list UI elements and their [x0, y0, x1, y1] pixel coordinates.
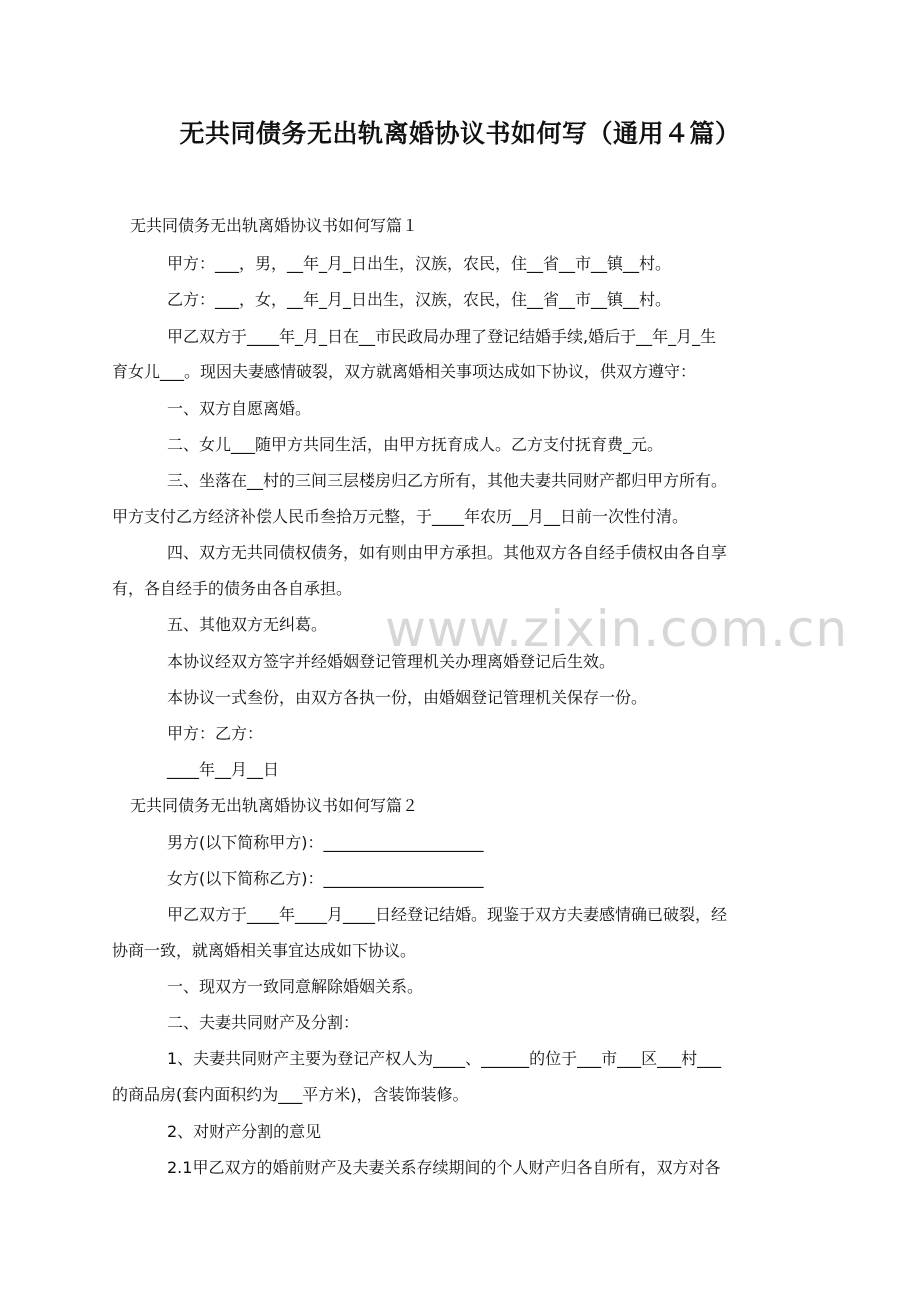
- paragraph-line: 甲乙双方于____年____月____日经登记结婚。现鉴于双方夫妻感情确已破裂，经: [167, 905, 728, 924]
- clause-line: 一、双方自愿离婚。: [167, 399, 312, 418]
- clause-line: 一、现双方一致同意解除婚姻关系。: [167, 977, 424, 996]
- watermark: www.zixin.com.cn: [385, 600, 849, 658]
- clause-line: 二、女儿___随甲方共同生活，由甲方抚育成人。乙方支付抚育费_元。: [167, 435, 664, 454]
- clause-line: 四、双方无共同债权债务，如有则由甲方承担。其他双方各自经手债权由各自享: [167, 543, 728, 562]
- paragraph-line: 协商一致，就离婚相关事宜达成如下协议。: [112, 941, 417, 960]
- section-heading-2: 无共同债务无出轨离婚协议书如何写篇２: [130, 796, 419, 815]
- husband-field: 男方(以下简称甲方)：____________________: [167, 833, 484, 852]
- paragraph-line: 甲方支付乙方经济补偿人民币叁拾万元整，于____年农历__月__日前一次性付清。: [112, 507, 689, 526]
- paragraph-line: 育女儿___。现因夫妻感情破裂，双方就离婚相关事项达成如下协议，供双方遵守：: [112, 362, 697, 381]
- document-title: 无共同债务无出轨离婚协议书如何写（通用４篇）: [179, 119, 741, 148]
- date-line: ____年__月__日: [167, 760, 280, 779]
- clause-line: 三、坐落在__村的三间三层楼房归乙方所有，其他夫妻共同财产都归甲方所有。: [167, 471, 728, 490]
- paragraph-line: 有，各自经手的债务由各自承担。: [112, 579, 353, 598]
- party-b-info: 乙方：___，女，__年_月_日出生，汉族，农民，住__省__市__镇__村。: [167, 290, 672, 309]
- wife-field: 女方(以下简称乙方)：____________________: [167, 869, 484, 888]
- clause-line: 1、夫妻共同财产主要为登记产权人为____、______的位于___市___区___村___: [167, 1049, 722, 1068]
- signature-line: 甲方：乙方：: [167, 724, 264, 743]
- clause-line: 二、夫妻共同财产及分割：: [167, 1013, 360, 1032]
- clause-line: 2、对财产分割的意见: [167, 1122, 322, 1141]
- clause-line: 2.1甲乙双方的婚前财产及夫妻关系存续期间的个人财产归各自所有，双方对各: [167, 1158, 721, 1177]
- section-heading-1: 无共同债务无出轨离婚协议书如何写篇１: [130, 216, 419, 235]
- paragraph-line: 的商品房(套内面积约为___平方米)，含装饰装修。: [112, 1085, 469, 1104]
- paragraph-line: 甲乙双方于____年_月_日在__市民政局办理了登记结婚手续,婚后于__年_月_生: [167, 327, 717, 346]
- paragraph-line: 本协议一式叁份，由双方各执一份，由婚姻登记管理机关保存一份。: [167, 688, 648, 707]
- paragraph-line: 本协议经双方签字并经婚姻登记管理机关办理离婚登记后生效。: [167, 652, 616, 671]
- party-a-info: 甲方：___，男，__年_月_日出生，汉族，农民，住__省__市__镇__村。: [167, 254, 672, 273]
- clause-line: 五、其他双方无纠葛。: [167, 615, 328, 634]
